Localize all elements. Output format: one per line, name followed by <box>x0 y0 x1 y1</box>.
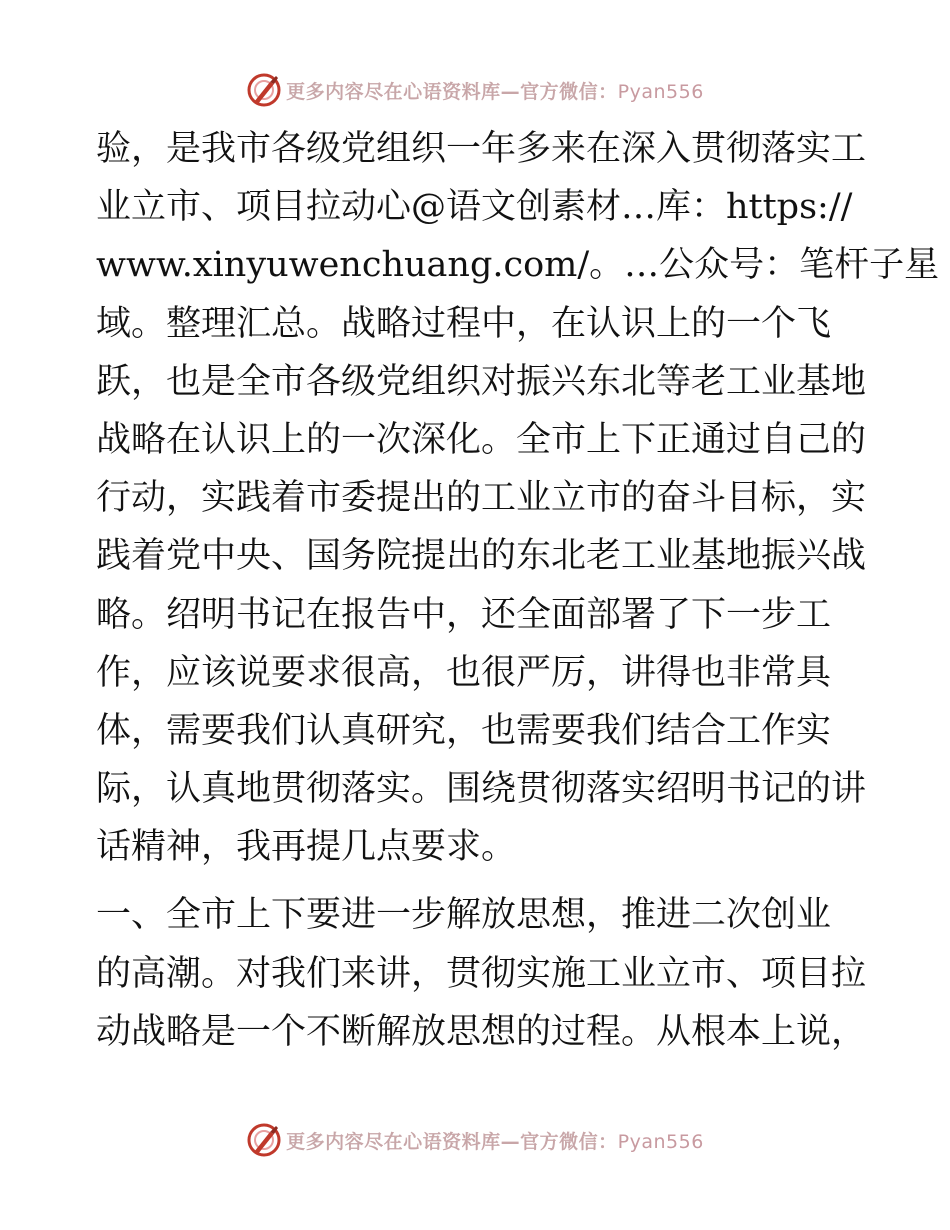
header-banner-label: 更多内容尽在心语资料库—官方微信： <box>286 80 618 103</box>
text-line: 行动，实践着市委提出的工业立市的奋斗目标，实 <box>96 478 867 519</box>
text-line: 验，是我市各级党组织一年多来在深入贯彻落实工 <box>96 129 867 169</box>
text-line: 跃，也是全市各级党组织对振兴东北等老工业基地 <box>96 361 867 402</box>
footer-banner-label: 更多内容尽在心语资料库—官方微信： <box>286 1130 618 1153</box>
paragraph-2 <box>96 886 867 1061</box>
text-line: 作，应该说要求很高，也很严厉，讲得也非常具 <box>96 652 832 693</box>
text-line: www.xinyuwenchuang.com/。…公众号：笔杆子星 <box>96 245 940 286</box>
footer-banner-handle: Pyan556 <box>617 1130 704 1153</box>
footer-banner <box>0 1120 950 1160</box>
text-line: 体，需要我们认真研究，也需要我们结合工作实 <box>96 710 832 751</box>
paragraph-spacer <box>96 876 856 886</box>
text-line: 话精神，我再提几点要求。 <box>96 827 517 868</box>
text-line: 战略在认识上的一次深化。全市上下正通过自己的 <box>96 419 867 460</box>
text-line: 践着党中央、国务院提出的东北老工业基地振兴战 <box>96 536 867 577</box>
brand-logo-icon <box>246 72 282 108</box>
paragraph-1 <box>96 120 940 876</box>
header-banner-text <box>286 77 704 104</box>
document-body <box>96 120 940 1061</box>
header-banner-handle: Pyan556 <box>617 80 704 103</box>
text-line: 一、全市上下要进一步解放思想，推进二次创业 <box>96 895 832 936</box>
text-line: 业立市、项目拉动心@语文创素材…库：https:// <box>96 187 853 228</box>
brand-logo-icon <box>246 1122 282 1158</box>
footer-banner-text <box>286 1127 704 1154</box>
header-banner <box>0 70 950 110</box>
text-line: 略。绍明书记在报告中，还全面部署了下一步工 <box>96 594 832 635</box>
text-line: 动战略是一个不断解放思想的过程。从根本上说， <box>96 1011 867 1052</box>
text-line: 域。整理汇总。战略过程中，在认识上的一个飞 <box>96 303 832 344</box>
text-line: 的高潮。对我们来讲，贯彻实施工业立市、项目拉 <box>96 953 867 994</box>
text-line: 际，认真地贯彻落实。围绕贯彻落实绍明书记的讲 <box>96 769 867 810</box>
